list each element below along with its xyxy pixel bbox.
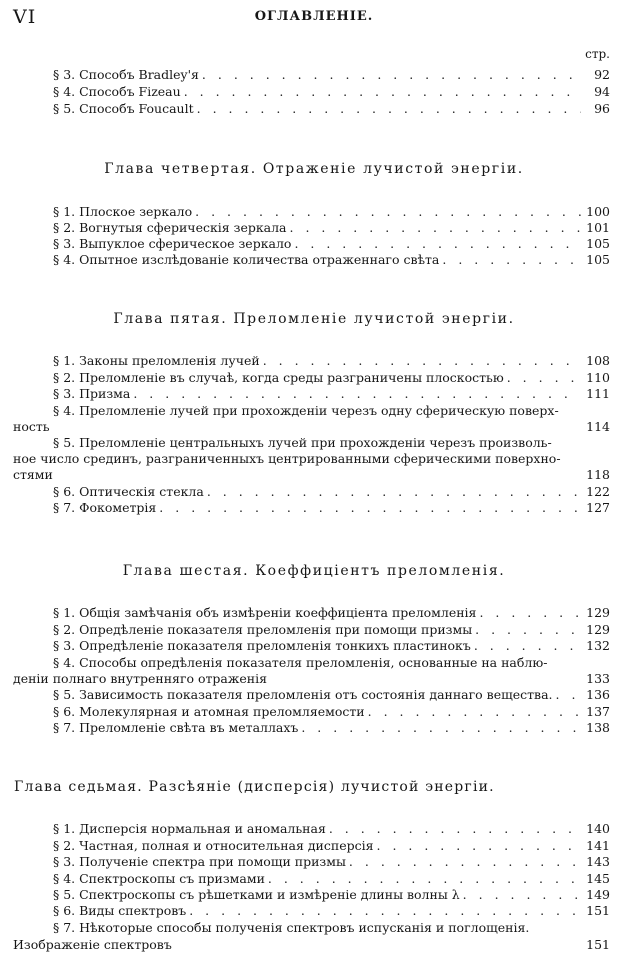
entry-title: § 3. Выпуклое сферическое зеркало <box>53 236 292 251</box>
entry-line: § 4. Способы опредѣленія показателя преломленія, основанные на наблю- <box>53 655 548 670</box>
leader-dots <box>377 837 582 854</box>
leader-dots <box>329 820 581 837</box>
entry-page: 145 <box>586 871 610 886</box>
entry-page: 129 <box>586 622 610 637</box>
entry-title: § 1. Общія замѣчанія объ измѣреніи коеффиціента преломленія <box>53 605 477 620</box>
entry-page: 105 <box>586 252 610 267</box>
entry-title: § 3. Призма <box>53 386 131 401</box>
entry-page: 129 <box>586 605 610 620</box>
entry-page: 137 <box>586 704 610 719</box>
toc-entry <box>53 719 610 736</box>
leader-dots <box>463 886 581 903</box>
toc-entry <box>53 483 610 500</box>
entry-page: 110 <box>586 370 610 385</box>
entry-page: 92 <box>594 67 610 82</box>
entry-title: § 1. Дисперсія нормальная и аномальная <box>53 821 326 836</box>
toc-entry <box>53 686 610 703</box>
entry-line <box>13 466 610 483</box>
toc-entry <box>53 100 610 117</box>
leader-dots <box>368 703 581 720</box>
entry-title: § 2. Вогнутыя сферическія зеркала <box>53 220 287 235</box>
entry-page: 100 <box>586 204 610 219</box>
leader-dots <box>294 235 581 252</box>
toc-entry <box>53 235 610 252</box>
toc-entry <box>53 902 610 919</box>
toc-entry <box>53 853 610 870</box>
entry-title: § 2. Преломленіе въ случаѣ, когда среды разграничены плоскостью <box>53 370 504 385</box>
entry-page: 140 <box>586 821 610 836</box>
toc-entry <box>53 703 610 720</box>
leader-dots <box>556 686 581 703</box>
entry-title: § 4. Способъ Fizeau <box>53 84 181 99</box>
entry-page: 122 <box>586 484 610 499</box>
entry-title: § 3. Полученіе спектра при помощи призмы <box>53 854 346 869</box>
entry-title: § 2. Опредѣленіе показателя преломленія при помощи призмы <box>53 622 473 637</box>
leader-dots <box>507 369 581 386</box>
entry-page: 111 <box>586 386 610 401</box>
entry-line: § 7. Нѣкоторые способы полученія спектровъ испусканія и поглощенія. <box>53 920 530 935</box>
entry-line-text: деніи полнаго внутренняго отраженія <box>13 671 267 686</box>
leader-dots <box>301 719 581 736</box>
leader-dots <box>202 66 581 83</box>
entry-page: 138 <box>586 720 610 735</box>
entry-title: § 2. Частная, полная и относительная дисперсія <box>53 838 374 853</box>
entry-line <box>13 936 610 953</box>
leader-dots <box>133 385 581 402</box>
leader-dots <box>474 637 581 654</box>
toc-entry <box>53 886 610 903</box>
entry-page: 151 <box>586 903 610 918</box>
entry-line: § 4. Преломленіе лучей при прохожденіи черезъ одну сферическую поверх- <box>53 403 559 418</box>
leader-dots <box>442 251 581 268</box>
entry-title: § 5. Способъ Foucault <box>53 101 194 116</box>
entry-title: § 4. Спектроскопы съ призмами <box>53 871 265 886</box>
entry-line-text: Изображеніе спектровъ <box>13 937 172 952</box>
toc-entry <box>53 621 610 638</box>
leader-dots <box>290 219 581 236</box>
chapter-title: Глава пятая. Преломленіе лучистой энергіи. <box>113 311 515 327</box>
entry-page: 108 <box>586 353 610 368</box>
leader-dots <box>263 352 581 369</box>
leader-dots <box>184 83 581 100</box>
entry-page: 118 <box>586 467 610 482</box>
entry-page: 143 <box>586 854 610 869</box>
chapter-title: Глава шестая. Коеффиціентъ преломленія. <box>122 563 506 579</box>
leader-dots <box>197 100 581 117</box>
toc-entry <box>53 83 610 100</box>
entry-line-text: стями <box>13 467 53 482</box>
leader-dots <box>479 604 581 621</box>
entry-title: § 7. Фокометрія <box>53 500 157 515</box>
toc-entry <box>53 837 610 854</box>
leader-dots <box>159 499 581 516</box>
toc-entry <box>53 219 610 236</box>
toc-entry <box>53 870 610 887</box>
leader-dots <box>349 853 581 870</box>
leader-dots <box>268 870 581 887</box>
entry-title: § 1. Законы преломленія лучей <box>53 353 260 368</box>
entry-line <box>13 418 610 435</box>
entry-page: 127 <box>586 500 610 515</box>
chapter-title: Глава седьмая. Разсѣяніе (дисперсія) лучистой энергіи. <box>14 779 495 795</box>
entry-title: § 6. Молекулярная и атомная преломляемости <box>53 704 365 719</box>
entry-page: 149 <box>586 887 610 902</box>
entry-title: § 7. Преломленіе свѣта въ металлахъ <box>53 720 299 735</box>
entry-title: § 6. Виды спектровъ <box>53 903 187 918</box>
leader-dots <box>195 203 581 220</box>
toc-entry <box>53 637 610 654</box>
entry-page: 94 <box>594 84 610 99</box>
toc-entry <box>53 66 610 83</box>
entry-title: § 1. Плоское зеркало <box>53 204 193 219</box>
toc-entry <box>53 499 610 516</box>
running-title: ОГЛАВЛЕНІЕ. <box>254 9 374 24</box>
entry-line: § 5. Преломленіе центральныхъ лучей при прохожденіи черезъ произволь- <box>53 435 552 450</box>
entry-page: 114 <box>586 419 610 434</box>
entry-title: § 3. Способъ Bradley'я <box>53 67 199 82</box>
entry-page: 141 <box>586 838 610 853</box>
toc-entry <box>53 385 610 402</box>
toc-entry <box>53 251 610 268</box>
entry-page: 136 <box>586 687 610 702</box>
toc-entry <box>53 369 610 386</box>
entry-page: 151 <box>586 937 610 952</box>
leader-dots <box>207 483 581 500</box>
entry-page: 105 <box>586 236 610 251</box>
toc-entry <box>53 604 610 621</box>
toc-entry <box>53 203 610 220</box>
entry-title: § 5. Спектроскопы съ рѣшетками и измѣреніе длины волны λ <box>53 887 460 902</box>
entry-title: § 4. Опытное изслѣдованіе количества отраженнаго свѣта <box>53 252 440 267</box>
entry-line <box>13 670 610 687</box>
entry-title: § 5. Зависимость показателя преломленія отъ состоянія даннаго вещества. <box>53 687 553 702</box>
entry-page: 132 <box>586 638 610 653</box>
toc-entry <box>53 352 610 369</box>
leader-dots <box>189 902 581 919</box>
page-number: VI <box>13 6 37 28</box>
chapter-title: Глава четвертая. Отраженіе лучистой энергіи. <box>104 161 524 177</box>
entry-page: 96 <box>594 101 610 116</box>
entry-title: § 3. Опредѣленіе показателя преломленія тонкихъ пластинокъ <box>53 638 471 653</box>
entry-page: 133 <box>586 671 610 686</box>
entry-page: 101 <box>586 220 610 235</box>
page-column-label: стр. <box>585 47 610 61</box>
leader-dots <box>475 621 581 638</box>
entry-line-text: ность <box>13 419 50 434</box>
toc-entry <box>53 820 610 837</box>
entry-line: ное число срединъ, разграниченныхъ центрированными сферическими поверхно- <box>13 451 561 466</box>
entry-title: § 6. Оптическія стекла <box>53 484 204 499</box>
